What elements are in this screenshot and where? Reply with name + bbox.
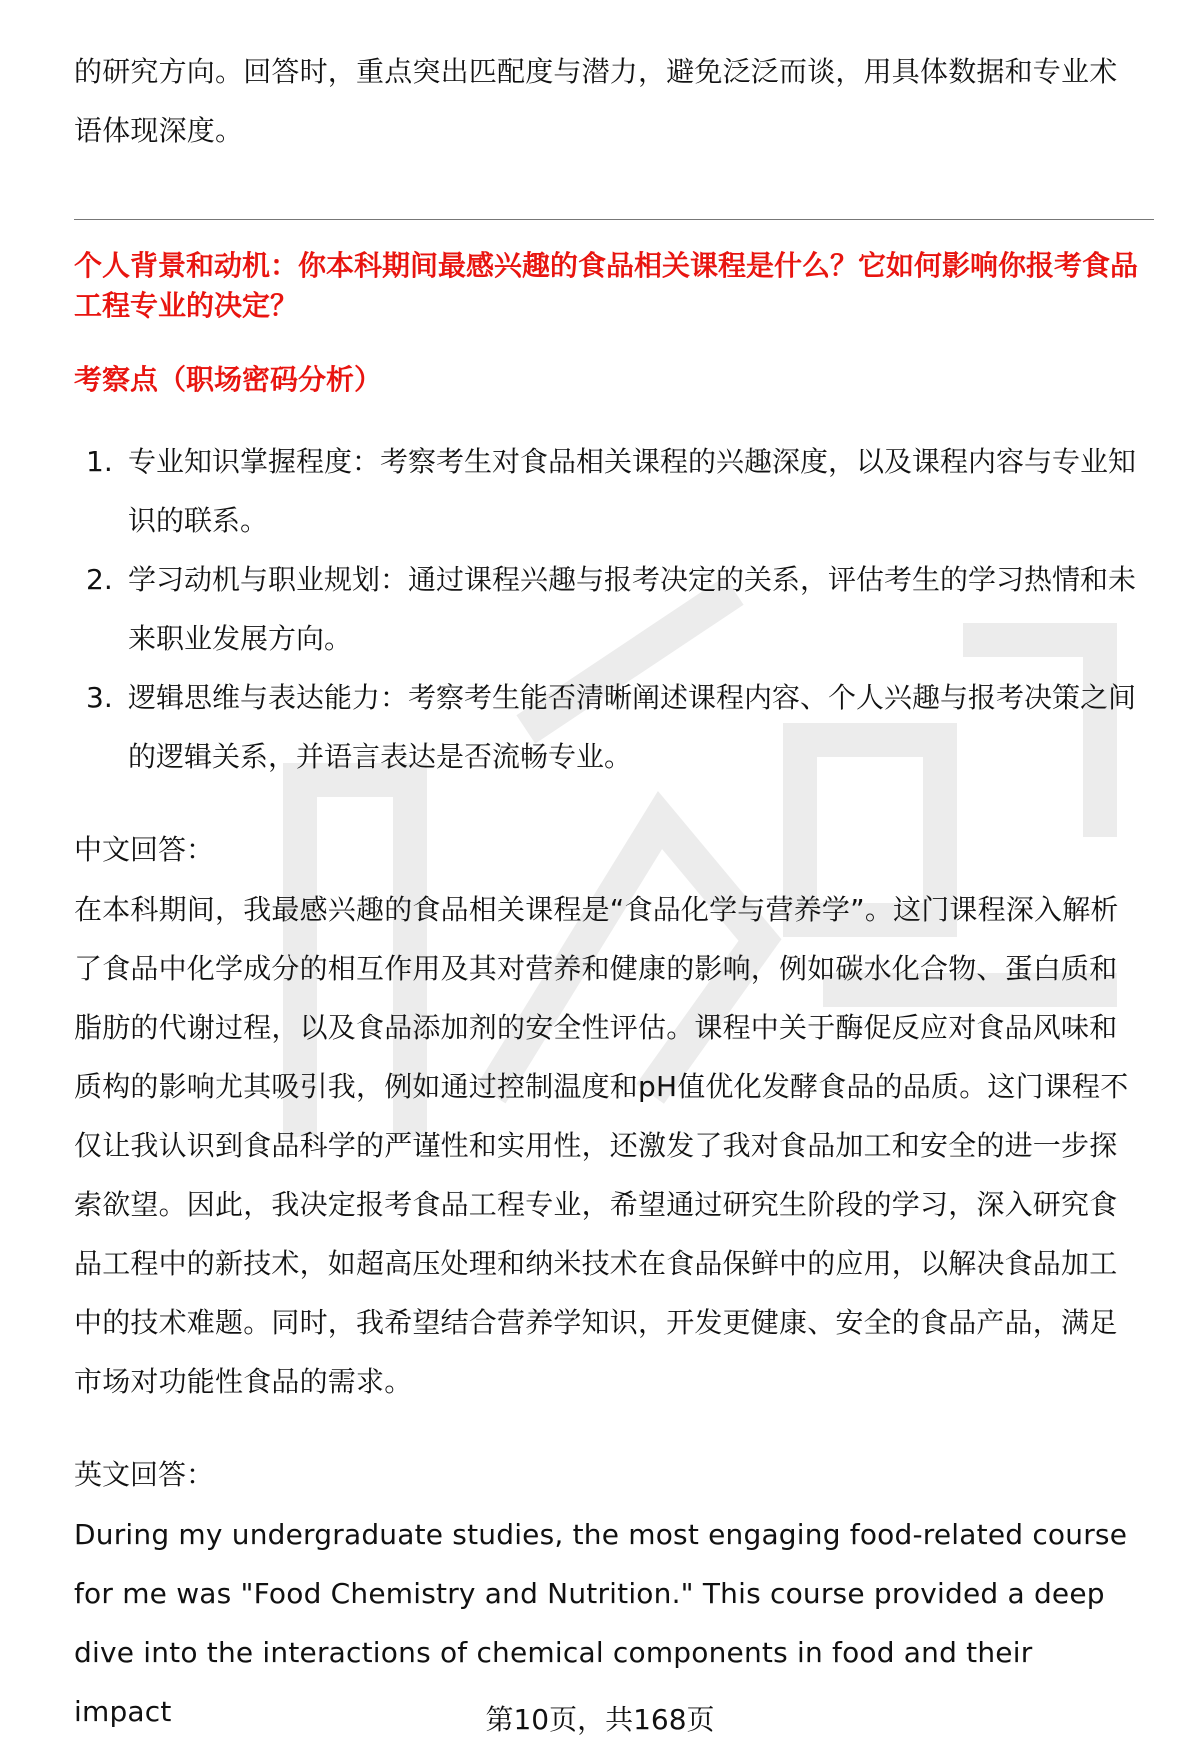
list-number: 1. <box>86 445 113 478</box>
list-item <box>74 432 1154 550</box>
english-answer-label: 英文回答： <box>74 1458 215 1491</box>
list-number: 2. <box>86 563 113 596</box>
list-number: 3. <box>86 681 113 714</box>
english-answer-text: During my undergraduate studies, the most engaging food-related course for me was "Food Chemistry and Nutrition." This course provided a deep dive into the interactions of chemical components in food and their impact <box>74 1518 1128 1728</box>
page-number-footer: 第10页，共168页 <box>485 1703 715 1736</box>
list-item <box>74 668 1154 786</box>
chinese-answer-text: 在本科期间，我最感兴趣的食品相关课程是“食品化学与营养学”。这门课程深入解析了食品中化学成分的相互作用及其对营养和健康的影响，例如碳水化合物、蛋白质和脂肪的代谢过程，以及食品添加剂的安全性评估。课程中关于酶促反应对食品风味和质构的影响尤其吸引我，例如通过控制温度和pH值优化发酵食品的品质。这门课程不仅让我认识到食品科学的严谨性和实用性，还激发了我对食品加工和安全的进一步探索欲望。因此，我决定报考食品工程专业，希望通过研究生阶段的学习，深入研究食品工程中的新技术，如超高压处理和纳米技术在食品保鲜中的应用，以解决食品加工中的技术难题。同时，我希望结合营养学知识，开发更健康、安全的食品产品，满足市场对功能性食品的需求。 <box>74 893 1129 1398</box>
chinese-answer-label: 中文回答： <box>74 833 215 866</box>
list-item-text: 逻辑思维与表达能力：考察考生能否清晰阐述课程内容、个人兴趣与报考决策之间的逻辑关系，并语言表达是否流畅专业。 <box>128 681 1137 773</box>
list-item-text: 专业知识掌握程度：考察考生对食品相关课程的兴趣深度，以及课程内容与专业知识的联系。 <box>128 445 1137 537</box>
list-item <box>74 550 1154 668</box>
intro-paragraph: 的研究方向。回答时，重点突出匹配度与潜力，避免泛泛而谈，用具体数据和专业术语体现深度。 <box>74 55 1118 147</box>
assessment-heading: 考察点（职场密码分析） <box>74 363 383 396</box>
interview-question: 个人背景和动机：你本科期间最感兴趣的食品相关课程是什么？它如何影响你报考食品工程专业的决定？ <box>74 249 1139 322</box>
section-divider <box>74 219 1154 220</box>
list-item-text: 学习动机与职业规划：通过课程兴趣与报考决定的关系，评估考生的学习热情和未来职业发展方向。 <box>128 563 1137 655</box>
assessment-list <box>74 432 1154 786</box>
